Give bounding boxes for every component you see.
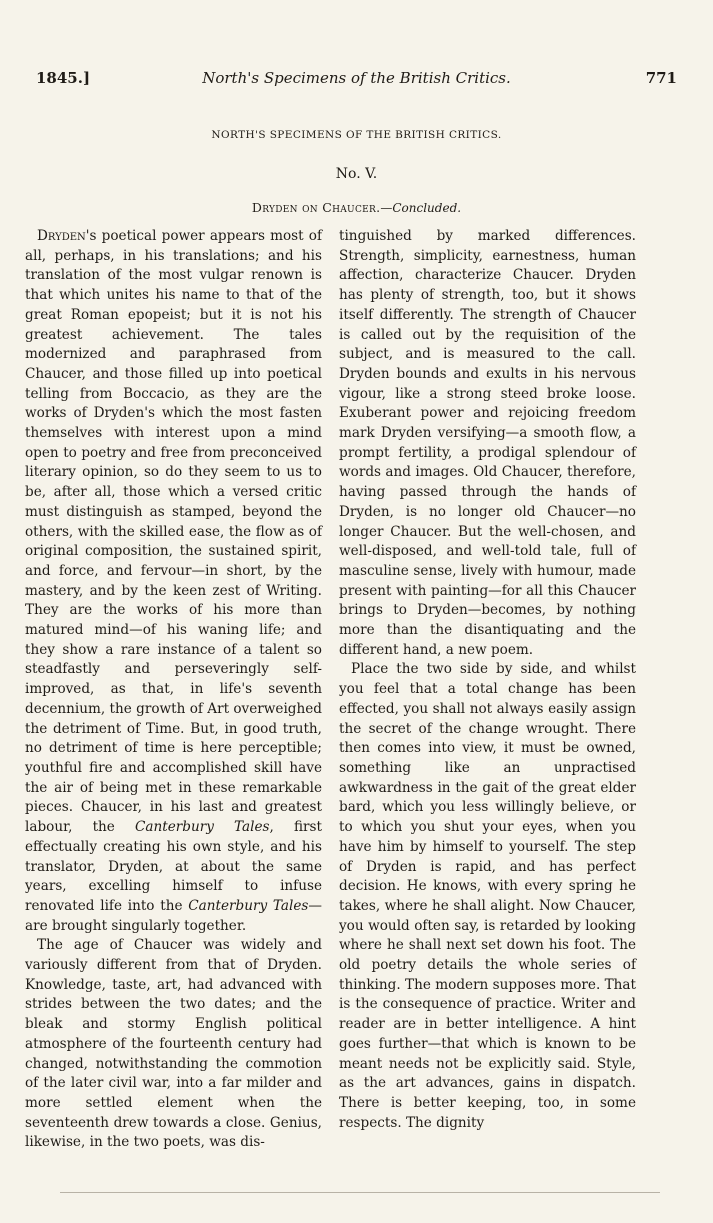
text-run: , first effectually creating his own style, and his translator, Dryden, at about the same years, excelling himself to infuse renovated life into the — [25, 819, 322, 914]
running-head-title: North's Specimens of the British Critics. — [202, 69, 511, 87]
running-head-year: 1845.] — [36, 69, 91, 87]
section-title-main: Dryden on Chaucer. — [251, 200, 381, 215]
paragraph: Place the two side by side, and whilst you feel that a total change has been effected, you shall not always easily assign the secret of the change wrought. There then comes into view, it must be owned, something like an unpractised awkwardness in the gait of the great elder bard, which you less willingly believe, or to which you shut your eyes, when you have him by himself to yourself. The step of Dryden is rapid, and has perfect decision. He knows, with every spring he takes, where he shall alight. Now Chaucer, you would often say, is retarded by looking where he shall next set down his foot. The old poetry details the whole series of thinking. The modern supposes more. That is the consequence of practice. Writer and reader are in better intelligence. A hint goes further—that which is known to be meant needs not be explicitly said. Style, as the art advances, gains in dispatch. There is better keeping, too, in some respects. The dignity — [339, 661, 636, 1131]
paragraph — [25, 227, 322, 936]
bottom-rule — [60, 1192, 660, 1193]
italic-title: Canterbury Tales — [188, 897, 309, 914]
text-run: —are brought singularly together. — [25, 897, 322, 934]
running-head — [36, 68, 677, 90]
lead-name: Dryden — [37, 228, 86, 244]
page-number: 771 — [645, 69, 677, 87]
section-title — [0, 200, 713, 215]
paragraph: The age of Chaucer was widely and variously different from that of Dryden. Knowledge, taste, art, had advanced with strides between the two dates; and the bleak and stormy English political atmosphere of the fourteenth century had changed, notwithstanding the commotion of the later civil war, into a far milder and more settled element when the seventeenth drew towards a close. Genius, likewise, in the two poets, was dis- — [25, 937, 322, 1151]
section-title-sub: —Concluded. — [380, 201, 462, 215]
article-title: NORTH'S SPECIMENS OF THE BRITISH CRITICS. — [211, 129, 502, 141]
paragraph: tinguished by marked differences. Strength, simplicity, earnestness, human affection, characterize Chaucer. Dryden has plenty of strength, too, but it shows itself differently. The strength of Chaucer is called out by the requisition of the subject, and is measured to the call. Dryden bounds and exults in his nervous vigour, like a strong steed broke loose. Exuberant power and rejoicing freedom mark Dryden versifying—a smooth flow, a prompt fertility, a prodigal splendour of words and images. Old Chaucer, therefore, having passed through the hands of Dryden, is no longer old Chaucer—no longer Chaucer. But the well-chosen, and well-disposed, and well-told tale, full of masculine sense, lively with humour, made present with painting—for all this Chaucer brings to Dryden—becomes, by nothing more than the disantiquating and the different hand, a new poem. — [339, 228, 636, 658]
issue-number: No. V. — [335, 166, 378, 182]
right-column — [339, 227, 636, 1133]
left-column — [25, 227, 322, 1153]
italic-title: Canterbury Tales — [134, 819, 270, 836]
text-run: 's poetical power appears most of all, perhaps, in his translations; and his translation of the most vulgar renown is that which unites his name to that of the great Roman epopeist; but it is not his greatest achievement. The tales modernized and paraphrased from Chaucer, and those filled up into poetical telling from Boccacio, as they are the works of Dryden's which the most fasten themselves with interest upon a mind open to poetry and free from preconceived literary opinion, so do they seem to us to be, after all, those which a versed critic must distinguish as stamped, beyond the others, with the skilled ease, the flow as of original composition, the sustained spirit, and force, and fervour—in short, by the mastery, and by the keen zest of Writing. They are the works of his more than matured mind—of his waning life; and they show a rare instance of a talent so steadfastly and perseveringly self-improved, as that, in life's seventh decennium, the growth of Art overweighed the detriment of Time. But, in good truth, no detriment of time is here perceptible; youthful fire and accomplished skill have the air of being met in these remarkable pieces. Chaucer, in his last and greatest labour, the — [25, 228, 322, 836]
